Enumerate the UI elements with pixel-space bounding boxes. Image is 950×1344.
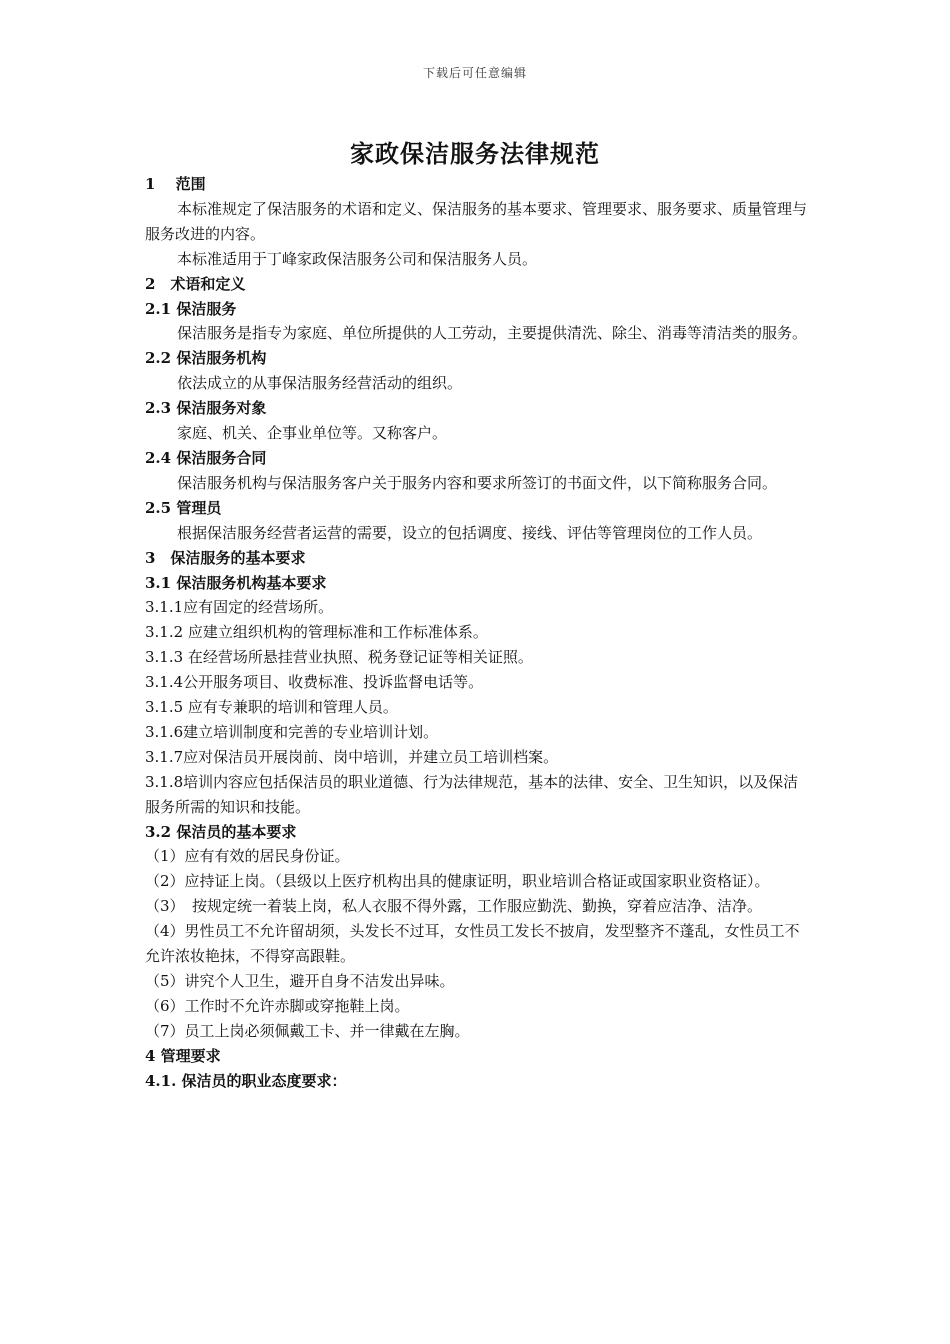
section-heading: 4 管理要求 xyxy=(145,1046,221,1065)
list-item: 3.1.3 在经营场所悬挂营业执照、税务登记证等相关证照。 xyxy=(145,648,533,667)
list-item: 3.1.7应对保洁员开展岗前、岗中培训，并建立员工培训档案。 xyxy=(145,747,559,766)
section-heading: 1 范围 xyxy=(145,175,206,193)
list-item: （5）讲究个人卫生，避开自身不洁发出异味。 xyxy=(145,972,455,990)
body-paragraph: 本标准适用于丁峰家政保洁服务公司和保洁服务人员。 xyxy=(177,249,538,268)
body-paragraph: 保洁服务机构与保洁服务客户关于服务内容和要求所签订的书面文件，以下简称服务合同。 xyxy=(177,473,778,492)
list-item: 3.1.2 应建立组织机构的管理标准和工作标准体系。 xyxy=(145,623,488,642)
list-item: 3.1.5 应有专兼职的培训和管理人员。 xyxy=(145,698,398,717)
body-paragraph: 依法成立的从事保洁服务经营活动的组织。 xyxy=(177,374,463,393)
list-item: （7）员工上岗必须佩戴工卡、并一律戴在左胸。 xyxy=(145,1021,470,1040)
section-heading: 2.2 保洁服务机构 xyxy=(145,349,267,368)
section-heading: 2.5 管理员 xyxy=(145,498,222,517)
section-heading: 2.4 保洁服务合同 xyxy=(145,448,267,467)
body-paragraph: 保洁服务是指专为家庭、单位所提供的人工劳动，主要提供清洗、除尘、消毒等清洁类的服务。 xyxy=(177,324,808,343)
body-paragraph: 本标准规定了保洁服务的术语和定义、保洁服务的基本要求、管理要求、服务要求、质量管理与服务改进的内容。 xyxy=(145,199,808,243)
page-header: 下载后可任意编辑 xyxy=(422,66,527,80)
list-item: （1）应有有效的居民身份证。 xyxy=(145,847,350,866)
document-title: 家政保洁服务法律规范 xyxy=(350,139,600,168)
document-body xyxy=(145,172,807,1094)
list-item: 3.1.4公开服务项目、收费标准、投诉监督电话等。 xyxy=(145,673,484,692)
list-item: 3.1.1应有固定的经营场所。 xyxy=(145,598,334,617)
body-paragraph: 家庭、机关、企事业单位等。又称客户。 xyxy=(177,424,448,443)
section-heading: 2.3 保洁服务对象 xyxy=(145,399,267,418)
section-heading: 3.1 保洁服务机构基本要求 xyxy=(145,573,327,592)
list-item: （6）工作时不允许赤脚或穿拖鞋上岗。 xyxy=(145,996,410,1015)
section-heading: 2.1 保洁服务 xyxy=(145,299,237,318)
section-heading: 3 保洁服务的基本要求 xyxy=(145,548,306,567)
section-heading: 4.1. 保洁员的职业态度要求： xyxy=(145,1071,347,1090)
list-item: 3.1.6建立培训制度和完善的专业培训计划。 xyxy=(145,722,439,741)
list-item: （2）应持证上岗。（县级以上医疗机构出具的健康证明，职业培训合格证或国家职业资格证）。 xyxy=(145,872,770,891)
list-item: （3） 按规定统一着装上岗，私人衣服不得外露，工作服应勤洗、勤换，穿着应洁净、洁净。 xyxy=(145,897,763,916)
section-heading: 2 术语和定义 xyxy=(145,274,246,293)
body-paragraph: 根据保洁服务经营者运营的需要，设立的包括调度、接线、评估等管理岗位的工作人员。 xyxy=(177,523,763,542)
section-heading: 3.2 保洁员的基本要求 xyxy=(145,822,297,841)
list-item: 3.1.8培训内容应包括保洁员的职业道德、行为法律规范，基本的法律、安全、卫生知识，以及保洁服务所需的知识和技能。 xyxy=(145,772,799,816)
list-item: （4）男性员工不允许留胡须，头发长不过耳，女性员工发长不披肩，发型整齐不蓬乱，女性员工不允许浓妆艳抹，不得穿高跟鞋。 xyxy=(145,922,800,966)
